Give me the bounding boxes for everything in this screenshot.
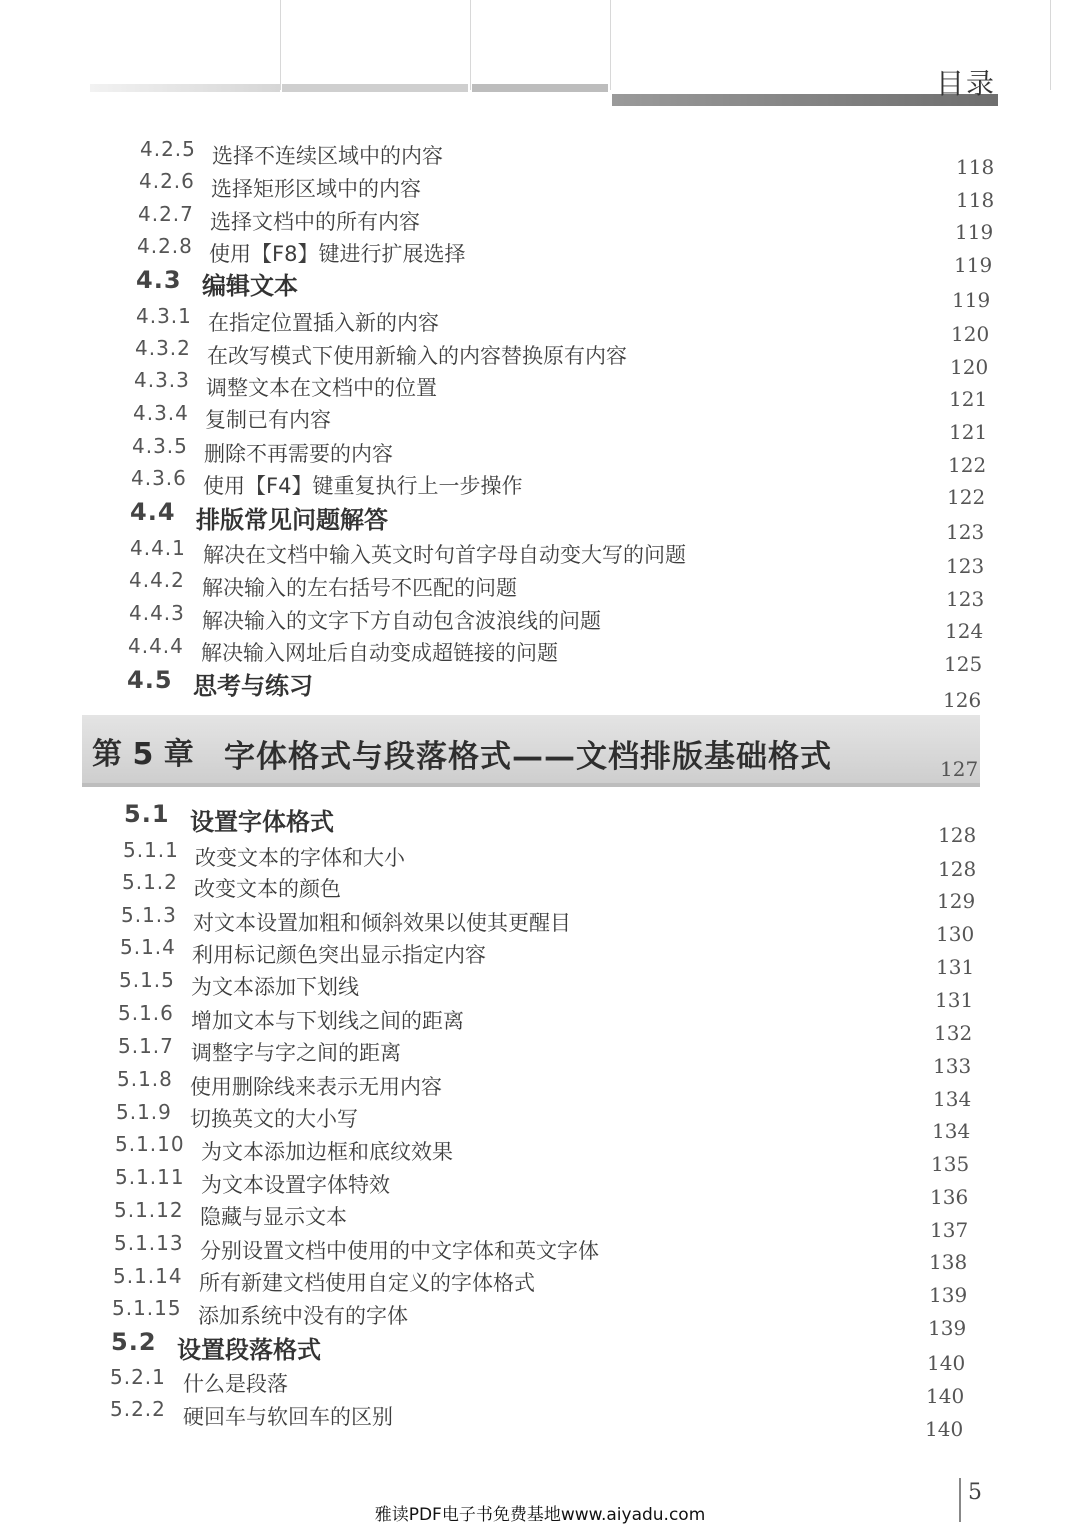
entry-page: 131 bbox=[935, 988, 974, 1012]
entry-page: 139 bbox=[929, 1283, 968, 1307]
entry-page: 128 bbox=[938, 857, 977, 881]
entry-page: 124 bbox=[945, 619, 984, 643]
entry-title: 在指定位置插入新的内容 bbox=[208, 311, 439, 335]
section-number: 5.2 bbox=[111, 1328, 157, 1356]
entry-page: 119 bbox=[952, 288, 991, 312]
entry-number: 5.1.8 bbox=[117, 1067, 173, 1091]
entry-page: 140 bbox=[925, 1417, 964, 1441]
entry-title: 解决输入的左右括号不匹配的问题 bbox=[202, 576, 517, 600]
chapter-label: 第 5 章 bbox=[92, 737, 194, 772]
section-title: 设置字体格式 bbox=[190, 808, 334, 836]
entry-title: 改变文本的字体和大小 bbox=[195, 846, 405, 870]
entry-page: 118 bbox=[956, 188, 995, 212]
entry-number: 5.1.4 bbox=[120, 935, 176, 959]
header-bar-segment bbox=[90, 84, 280, 92]
entry-title: 调整字与字之间的距离 bbox=[191, 1041, 401, 1065]
entry-number: 5.1.5 bbox=[119, 968, 175, 992]
entry-number: 5.1.14 bbox=[113, 1264, 183, 1288]
entry-title: 使用【F4】键重复执行上一步操作 bbox=[203, 474, 523, 498]
entry-page: 134 bbox=[933, 1087, 972, 1111]
entry-title: 选择文档中的所有内容 bbox=[210, 210, 420, 234]
entry-page: 126 bbox=[943, 688, 982, 712]
entry-page: 122 bbox=[947, 485, 986, 509]
section-title: 思考与练习 bbox=[193, 672, 313, 700]
entry-number: 5.1.7 bbox=[118, 1034, 174, 1058]
entry-number: 4.3.1 bbox=[136, 304, 192, 328]
section-number: 4.4 bbox=[130, 498, 176, 526]
entry-number: 5.1.12 bbox=[114, 1198, 184, 1222]
entry-number: 5.2.2 bbox=[110, 1397, 166, 1421]
entry-page: 136 bbox=[930, 1185, 969, 1209]
entry-title: 改变文本的颜色 bbox=[194, 877, 341, 901]
entry-title: 为文本设置字体特效 bbox=[201, 1173, 390, 1197]
entry-title: 什么是段落 bbox=[183, 1372, 288, 1396]
watermark-text: 雅读PDF电子书免费基地www.aiyadu.com bbox=[374, 1505, 706, 1525]
entry-title: 复制已有内容 bbox=[205, 408, 331, 432]
entry-page: 118 bbox=[956, 155, 995, 179]
entry-number: 4.3.6 bbox=[131, 466, 187, 490]
entry-title: 添加系统中没有的字体 bbox=[198, 1304, 408, 1328]
header-bar-segment bbox=[282, 84, 468, 92]
entry-page: 129 bbox=[937, 889, 976, 913]
entry-number: 5.2.1 bbox=[110, 1365, 166, 1389]
entry-title: 使用【F8】键进行扩展选择 bbox=[209, 242, 466, 266]
entry-title: 在改写模式下使用新输入的内容替换原有内容 bbox=[207, 344, 627, 368]
entry-page: 123 bbox=[946, 520, 985, 544]
entry-number: 5.1.11 bbox=[115, 1165, 185, 1189]
entry-number: 4.4.3 bbox=[129, 601, 185, 625]
entry-number: 4.3.3 bbox=[134, 368, 190, 392]
page-header-title: 目录 bbox=[935, 67, 996, 100]
entry-number: 4.2.7 bbox=[138, 202, 194, 226]
entry-page: 140 bbox=[926, 1384, 965, 1408]
entry-title: 利用标记颜色突出显示指定内容 bbox=[192, 943, 486, 967]
entry-page: 140 bbox=[927, 1351, 966, 1375]
entry-page: 119 bbox=[955, 220, 994, 244]
entry-page: 122 bbox=[948, 453, 987, 477]
section-number: 5.1 bbox=[124, 800, 170, 828]
entry-title: 解决在文档中输入英文时句首字母自动变大写的问题 bbox=[203, 543, 686, 567]
entry-title: 为文本添加下划线 bbox=[191, 975, 359, 999]
entry-number: 5.1.9 bbox=[116, 1100, 172, 1124]
entry-page: 137 bbox=[930, 1218, 969, 1242]
entry-number: 4.3.5 bbox=[132, 434, 188, 458]
header-bar-segment bbox=[472, 84, 608, 92]
entry-number: 5.1.2 bbox=[122, 870, 178, 894]
entry-page: 131 bbox=[936, 955, 975, 979]
chapter-page: 127 bbox=[940, 757, 979, 781]
entry-page: 120 bbox=[950, 355, 989, 379]
entry-title: 所有新建文档使用自定义的字体格式 bbox=[199, 1271, 535, 1295]
entry-number: 4.3.4 bbox=[133, 401, 189, 425]
entry-page: 133 bbox=[933, 1054, 972, 1078]
entry-page: 130 bbox=[936, 922, 975, 946]
entry-number: 4.4.1 bbox=[130, 536, 186, 560]
entry-page: 123 bbox=[946, 587, 985, 611]
entry-number: 5.1.3 bbox=[121, 903, 177, 927]
entry-number: 5.1.6 bbox=[118, 1001, 174, 1025]
section-number: 4.3 bbox=[136, 266, 182, 294]
entry-number: 4.2.5 bbox=[140, 137, 196, 161]
entry-page: 134 bbox=[932, 1119, 971, 1143]
chapter-banner[interactable] bbox=[82, 715, 980, 787]
entry-title: 解决输入网址后自动变成超链接的问题 bbox=[201, 641, 558, 665]
chapter-title: 字体格式与段落格式——文档排版基础格式 bbox=[224, 739, 832, 775]
entry-title: 切换英文的大小写 bbox=[190, 1107, 358, 1131]
entry-page: 135 bbox=[931, 1152, 970, 1176]
entry-page: 138 bbox=[929, 1250, 968, 1274]
entry-page: 119 bbox=[954, 253, 993, 277]
entry-title: 对文本设置加粗和倾斜效果以使其更醒目 bbox=[193, 911, 571, 935]
entry-title: 硬回车与软回车的区别 bbox=[183, 1405, 393, 1429]
entry-number: 4.2.6 bbox=[139, 169, 195, 193]
entry-title: 选择不连续区域中的内容 bbox=[212, 144, 443, 168]
entry-title: 隐藏与显示文本 bbox=[200, 1205, 347, 1229]
entry-number: 4.4.4 bbox=[128, 634, 184, 658]
entry-number: 5.1.13 bbox=[114, 1231, 184, 1255]
entry-number: 4.2.8 bbox=[137, 234, 193, 258]
section-title: 编辑文本 bbox=[202, 272, 298, 300]
section-number: 4.5 bbox=[127, 666, 173, 694]
entry-title: 选择矩形区域中的内容 bbox=[211, 177, 421, 201]
entry-number: 5.1.15 bbox=[112, 1296, 182, 1320]
section-title: 设置段落格式 bbox=[177, 1336, 321, 1364]
entry-page: 123 bbox=[946, 554, 985, 578]
entry-number: 5.1.10 bbox=[115, 1132, 185, 1156]
entry-page: 128 bbox=[938, 823, 977, 847]
entry-title: 增加文本与下划线之间的距离 bbox=[191, 1009, 464, 1033]
entry-number: 5.1.1 bbox=[123, 838, 179, 862]
page-folio: 5 bbox=[968, 1480, 982, 1505]
entry-title: 为文本添加边框和底纹效果 bbox=[201, 1140, 453, 1164]
entry-page: 121 bbox=[949, 420, 988, 444]
entry-title: 删除不再需要的内容 bbox=[204, 442, 393, 466]
entry-title: 调整文本在文档中的位置 bbox=[206, 376, 437, 400]
section-title: 排版常见问题解答 bbox=[196, 506, 388, 534]
entry-number: 4.3.2 bbox=[135, 336, 191, 360]
entry-title: 分别设置文档中使用的中文字体和英文字体 bbox=[200, 1239, 599, 1263]
entry-title: 使用删除线来表示无用内容 bbox=[190, 1075, 442, 1099]
entry-page: 132 bbox=[934, 1021, 973, 1045]
entry-title: 解决输入的文字下方自动包含波浪线的问题 bbox=[202, 609, 601, 633]
entry-number: 4.4.2 bbox=[129, 568, 185, 592]
entry-page: 125 bbox=[944, 652, 983, 676]
entry-page: 139 bbox=[928, 1316, 967, 1340]
entry-page: 121 bbox=[949, 387, 988, 411]
entry-page: 120 bbox=[951, 322, 990, 346]
